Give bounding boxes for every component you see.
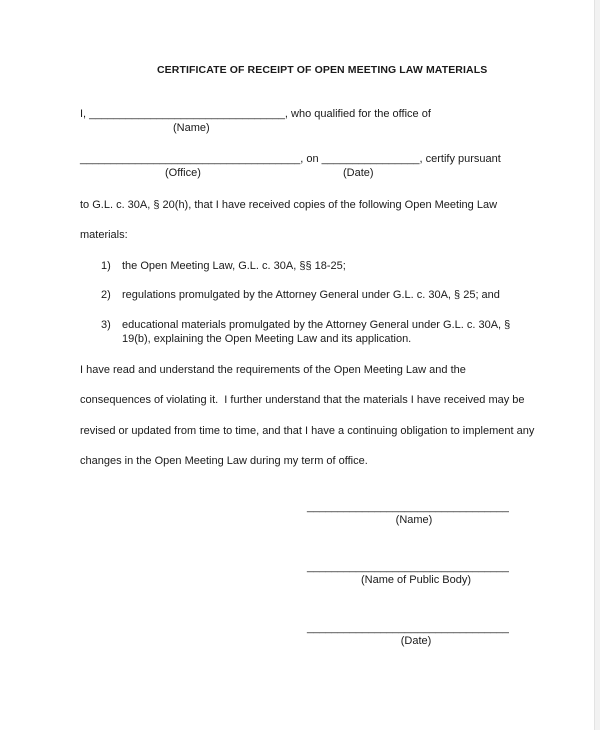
list-item-text: the Open Meeting Law, G.L. c. 30A, §§ 18-25; — [122, 260, 346, 272]
list-item-number: 3) — [101, 319, 111, 331]
paragraph-line: revised or updated from time to time, and that I have a continuing obligation to implement any — [80, 425, 535, 437]
materials-line: materials: — [80, 229, 128, 241]
list-item-text: regulations promulgated by the Attorney General under G.L. c. 30A, § 25; and — [122, 289, 500, 301]
date-caption: (Date) — [343, 167, 374, 179]
paragraph-line: I have read and understand the requirements of the Open Meeting Law and the — [80, 364, 466, 376]
list-item-number: 1) — [101, 260, 111, 272]
signature-date-caption: (Date) — [400, 635, 432, 647]
signature-name-caption: (Name) — [395, 514, 433, 526]
signature-date-line: _________________________________ — [307, 622, 509, 634]
signature-name-line: _________________________________ — [307, 501, 509, 513]
list-item-number: 2) — [101, 289, 111, 301]
office-date-line: ____________________________________, on ________________, certify pursuant — [80, 153, 501, 165]
signature-public-body-line: _________________________________ — [307, 561, 509, 573]
name-office-line: I, ________________________________, who qualified for the office of — [80, 108, 431, 120]
list-item-text: educational materials promulgated by the Attorney General under G.L. c. 30A, § — [122, 319, 511, 331]
paragraph-line: consequences of violating it. I further understand that the materials I have received may be — [80, 394, 525, 406]
document-title: CERTIFICATE OF RECEIPT OF OPEN MEETING LAW MATERIALS — [157, 64, 488, 76]
paragraph-line: changes in the Open Meeting Law during my term of office. — [80, 455, 368, 467]
name-caption: (Name) — [173, 122, 210, 134]
office-caption: (Office) — [165, 167, 201, 179]
page-gutter — [595, 0, 600, 730]
list-item-continuation: 19(b), explaining the Open Meeting Law and its application. — [122, 333, 412, 345]
signature-public-body-caption: (Name of Public Body) — [360, 574, 472, 586]
statute-line: to G.L. c. 30A, § 20(h), that I have received copies of the following Open Meeting Law — [80, 199, 498, 211]
